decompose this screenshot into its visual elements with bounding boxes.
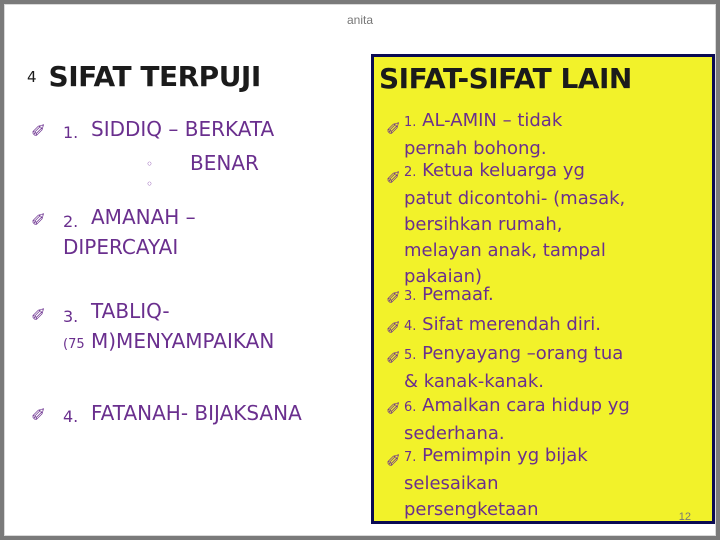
left-item-1-dot: ◦ [146,157,154,171]
right-item-1 [404,108,700,162]
right-item-6-text2: sederhana. [404,423,505,444]
right-item-6 [404,393,700,447]
right-item-5 [404,341,700,395]
bullet-icon: ✐ [386,168,402,189]
right-item-1-text2: pernah bohong. [404,138,547,159]
right-item-4 [404,312,700,340]
bullet-icon: ✐ [31,405,47,426]
right-item-2-text2: patut dicontohi- (masak, [404,188,626,209]
right-item-3-text1: Pemaaf. [422,284,494,305]
right-item-3-number: 3. [404,289,417,304]
right-item-2-text3: bersihkan rumah, [404,214,563,235]
right-item-2-text1: Ketua keluarga yg [422,160,585,181]
right-item-5-text1: Penyayang –orang tua [422,343,624,364]
slide [4,4,716,536]
bullet-icon: ✐ [386,318,402,339]
left-item-1-line1: SIDDIQ – BERKATA [91,117,275,141]
bullet-icon: ✐ [386,451,402,472]
left-item-2-line2: DIPERCAYAI [63,235,179,259]
left-item-3-line1: TABLIQ- [91,299,170,323]
right-item-3 [404,282,700,310]
right-item-7-number: 7. [404,450,417,465]
bullet-icon: ✐ [31,305,47,326]
left-item-3-prefix: (75 [63,337,85,352]
left-item-4-number: 4. [63,407,79,426]
left-title-heading: SIFAT TERPUJI [48,60,261,93]
right-item-2-number: 2. [404,165,417,180]
bullet-icon: ✐ [31,210,47,231]
left-item-2-line1: AMANAH – [91,205,196,229]
left-item-3-number: 3. [63,307,79,326]
bullet-icon: ✐ [386,348,402,369]
right-item-1-number: 1. [404,115,417,130]
page-number: 12 [678,511,691,523]
right-item-7 [404,443,700,523]
right-item-7-text3: persengketaan [404,499,539,520]
right-item-7-text2: selesaikan [404,473,499,494]
left-item-1-number: 1. [63,123,79,142]
left-item-2-number: 2. [63,212,79,231]
bullet-icon: ✐ [386,119,402,140]
bullet-icon: ✐ [31,121,47,142]
right-item-2-text4: melayan anak, tampal [404,240,606,261]
left-item-1-line2: BENAR [190,151,259,175]
right-item-2 [404,158,700,290]
right-item-5-number: 5. [404,348,417,363]
left-item-4-line1: FATANAH- BIJAKSANA [91,401,302,425]
right-item-4-number: 4. [404,319,417,334]
right-item-5-text2: & kanak-kanak. [404,371,544,392]
right-item-1-text1: AL-AMIN – tidak [422,110,563,131]
right-item-2-text5: pakaian) [404,266,483,287]
left-title-number: 4 [27,67,37,86]
top-label: anita [346,13,374,27]
right-item-6-text1: Amalkan cara hidup yg [422,395,630,416]
left-item-1-dot2: ◦ [146,177,154,191]
right-item-6-number: 6. [404,400,417,415]
right-item-4-text1: Sifat merendah diri. [422,314,601,335]
bullet-icon: ✐ [386,288,402,309]
left-title [27,60,261,93]
left-item-3-line2: M)MENYAMPAIKAN [91,329,275,353]
bullet-icon: ✐ [386,399,402,420]
right-title-heading: SIFAT-SIFAT LAIN [379,62,632,95]
right-item-7-text1: Pemimpin yg bijak [422,445,588,466]
